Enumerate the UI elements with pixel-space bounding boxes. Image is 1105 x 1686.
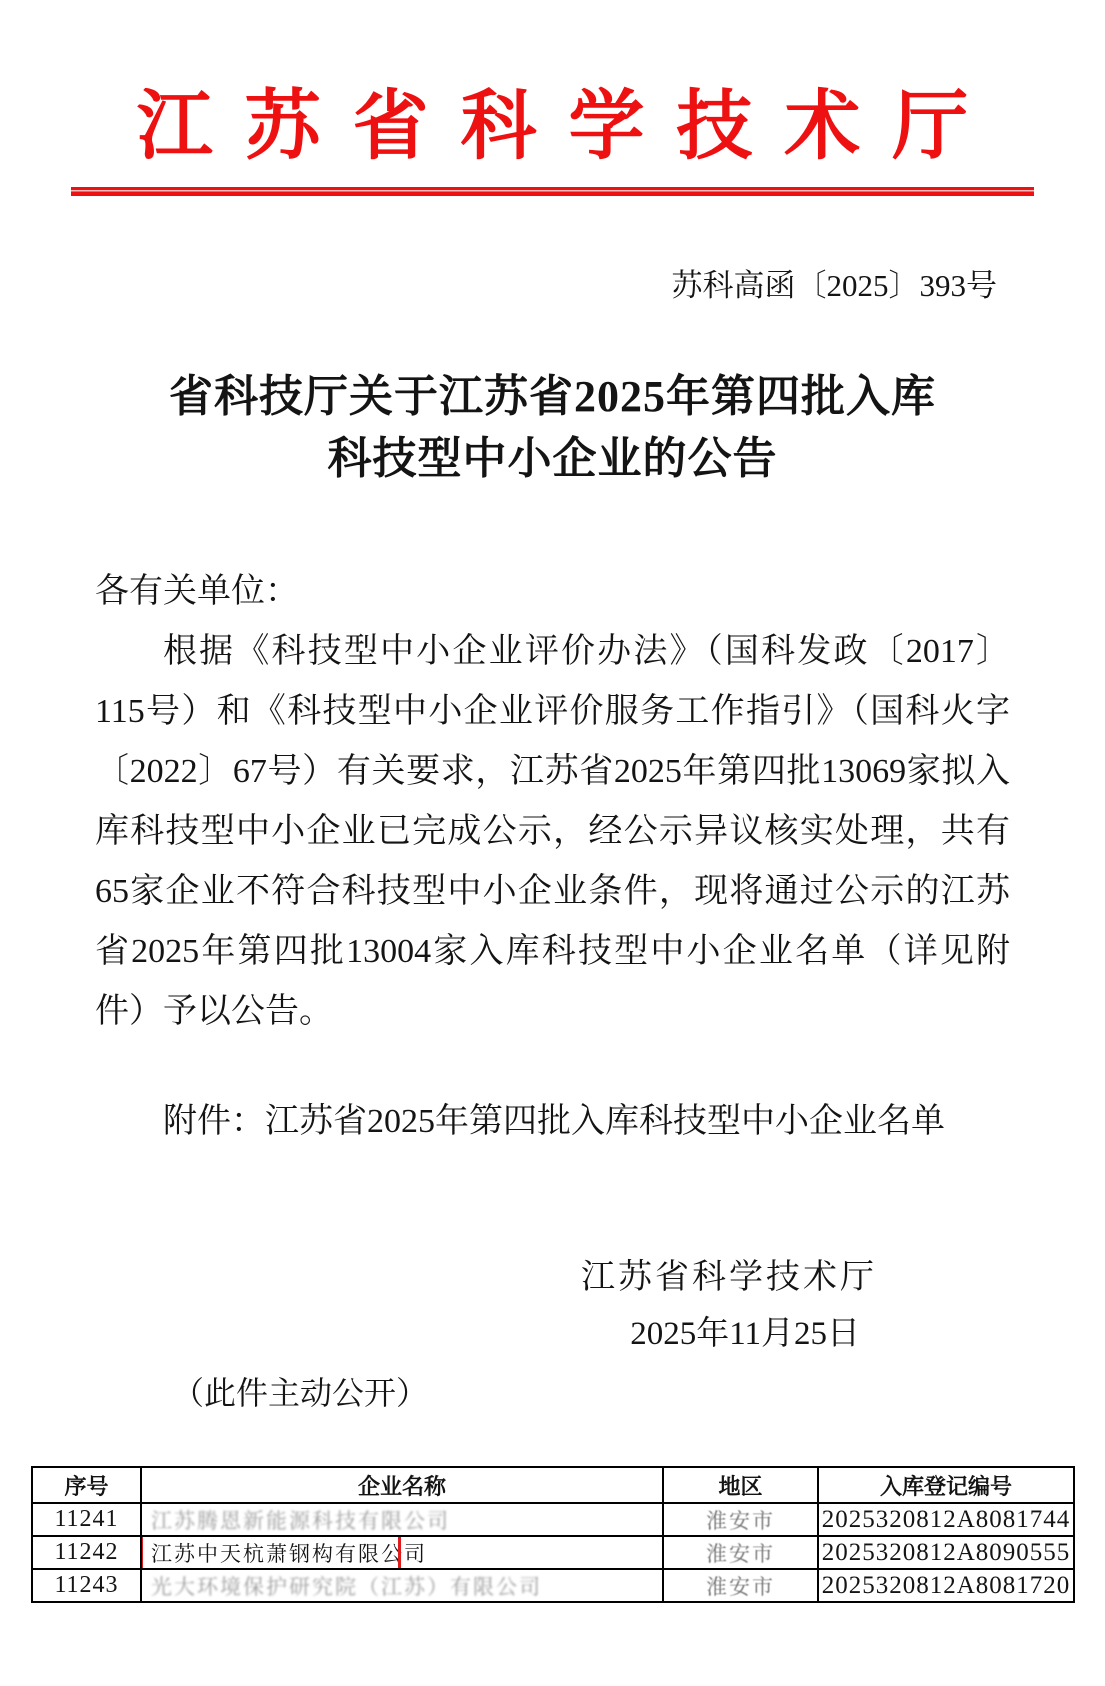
document-body bbox=[95, 562, 1010, 1152]
signoff-agency: 江苏省科学技术厅 bbox=[581, 1259, 877, 1297]
col-header-region: 地区 bbox=[663, 1467, 818, 1503]
region-cell bbox=[663, 1569, 818, 1602]
region-cell bbox=[663, 1503, 818, 1536]
region-cell-text: 淮安市 bbox=[706, 1508, 775, 1533]
company-table-wrap bbox=[31, 1466, 1073, 1603]
regno-cell-text: 2025320812A8090555 bbox=[821, 1538, 1071, 1566]
company-cell bbox=[141, 1536, 663, 1569]
region-cell bbox=[663, 1536, 818, 1569]
document-page bbox=[0, 86, 1105, 1686]
table-row bbox=[32, 1503, 1074, 1536]
table-row bbox=[32, 1536, 1074, 1569]
doc-number: 苏科高函〔2025〕393号 bbox=[671, 268, 997, 304]
letterhead-divider-rule bbox=[71, 187, 1034, 196]
region-cell-text: 淮安市 bbox=[706, 1574, 775, 1599]
table-row bbox=[32, 1569, 1074, 1602]
regno-cell-text: 2025320812A8081720 bbox=[821, 1571, 1071, 1599]
company-cell-text: 江苏腾恩新能源科技有限公司 bbox=[151, 1508, 450, 1533]
seq-cell bbox=[32, 1503, 141, 1536]
table-header-row bbox=[32, 1467, 1074, 1503]
col-header-seq: 序号 bbox=[32, 1467, 141, 1503]
agency-letterhead: 江苏省科学技术厅 bbox=[136, 85, 1001, 169]
col-header-regno: 入库登记编号 bbox=[818, 1467, 1074, 1503]
regno-cell bbox=[818, 1536, 1074, 1569]
salutation: 各有关单位： bbox=[95, 573, 299, 611]
seq-cell-text: 11243 bbox=[54, 1572, 119, 1599]
seq-cell bbox=[32, 1569, 141, 1602]
regno-cell-text: 2025320812A8081744 bbox=[821, 1505, 1071, 1533]
company-table-body bbox=[32, 1503, 1074, 1602]
region-cell-text: 淮安市 bbox=[706, 1541, 775, 1566]
document-title bbox=[0, 366, 1105, 490]
signoff-date: 2025年11月25日 bbox=[630, 1316, 860, 1353]
seq-cell-text: 11242 bbox=[54, 1539, 119, 1566]
company-table-header bbox=[32, 1467, 1074, 1503]
document-title-line2: 科技型中小企业的公告 bbox=[327, 434, 778, 484]
disclosure-note: （此件主动公开） bbox=[172, 1375, 429, 1412]
seq-cell bbox=[32, 1536, 141, 1569]
body-paragraph: 根据《科技型中小企业评价办法》（国科发政〔2017〕115号）和《科技型中小企业评价服务工作指引》（国科火字〔2022〕67号）有关要求，江苏省2025年第四批13069家拟入库科技型中小企业已完成公示，经公示异议核实处理，共有65家企业不符合科技型中小企业条件，现将通过公示的江苏省2025年第四批13004家入库科技型中小企业名单（详见附件）予以公告。 bbox=[95, 633, 1010, 1031]
company-cell-text: 江苏中天杭萧钢构有限公司 bbox=[151, 1541, 427, 1566]
regno-cell bbox=[818, 1569, 1074, 1602]
company-cell-text: 光大环境保护研究院（江苏）有限公司 bbox=[151, 1574, 542, 1599]
document-title-line1: 省科技厅关于江苏省2025年第四批入库 bbox=[169, 372, 936, 422]
company-table bbox=[31, 1466, 1075, 1603]
regno-cell bbox=[818, 1503, 1074, 1536]
seq-cell-text: 11241 bbox=[54, 1506, 119, 1533]
company-cell bbox=[141, 1569, 663, 1602]
attachment-line: 附件：江苏省2025年第四批入库科技型中小企业名单 bbox=[163, 1103, 945, 1141]
company-cell bbox=[141, 1503, 663, 1536]
col-header-company: 企业名称 bbox=[141, 1467, 663, 1503]
